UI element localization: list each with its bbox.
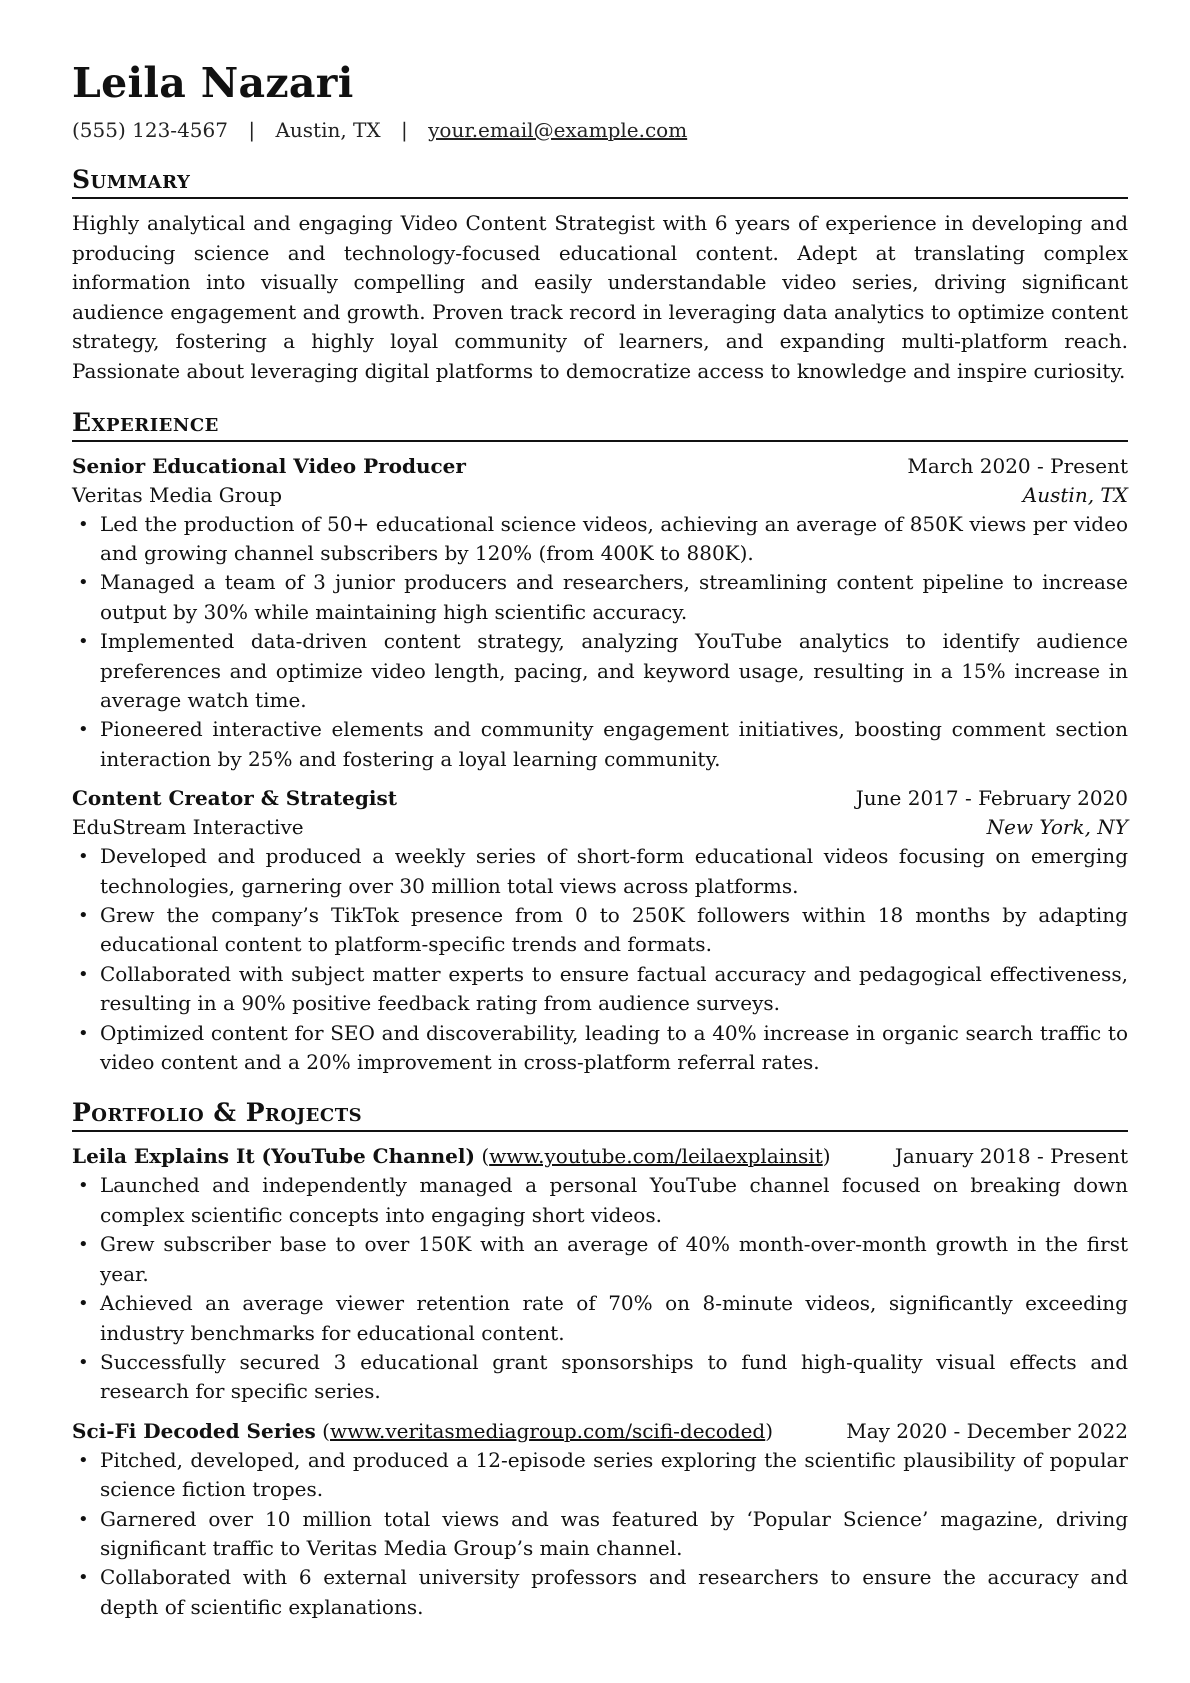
candidate-name: Leila Nazari <box>72 59 354 107</box>
job-location: Austin, TX <box>1022 482 1128 507</box>
job-role: Content Creator & Strategist <box>72 786 397 811</box>
job-header <box>72 452 1128 481</box>
separator: | <box>401 118 408 142</box>
bullet-item: • Implemented data-driven content strategy, analyzing YouTube analytics to identify audience preferences and optimize video length, pacing, and keyword usage, resulting in a 15% increase in average watch time. <box>72 627 1128 715</box>
project-header <box>72 1142 1128 1171</box>
bullet-item: • Garnered over 10 million total views and was featured by ‘Popular Science’ magazine, driving significant traffic to Veritas Media Group’s main channel. <box>72 1505 1128 1564</box>
project-link[interactable]: www.youtube.com/leilaexplainsit <box>489 1144 823 1169</box>
link-paren: ) <box>765 1418 774 1443</box>
bullet-item: • Achieved an average viewer retention rate of 70% on 8-minute videos, significantly exceeding industry benchmarks for educational content. <box>72 1289 1128 1348</box>
section-title-summary: Summary <box>72 166 1128 199</box>
project-header <box>72 1417 1128 1446</box>
project-title-group <box>72 1142 831 1171</box>
project-name: Leila Explains It (YouTube Channel) <box>72 1144 475 1169</box>
project-title-group <box>72 1417 773 1446</box>
project-dates: January 2018 - Present <box>894 1144 1128 1169</box>
job-dates: March 2020 - Present <box>907 453 1128 478</box>
bullet-item: • Pitched, developed, and produced a 12-episode series exploring the scientific plausibility of popular science fiction tropes. <box>72 1446 1128 1505</box>
bullet-item: • Launched and independently managed a personal YouTube channel focused on breaking down complex scientific concepts into engaging short videos. <box>72 1171 1128 1230</box>
job-entry <box>72 784 1128 1077</box>
summary-section <box>72 166 1128 387</box>
job-company: Veritas Media Group <box>72 482 283 507</box>
separator: | <box>248 118 256 142</box>
job-bullets <box>72 842 1128 1077</box>
job-role: Senior Educational Video Producer <box>72 453 466 478</box>
bullet-item: • Pioneered interactive elements and community engagement initiatives, boosting comment section interaction by 25% and fostering a loyal learning community. <box>72 715 1128 774</box>
resume-page <box>72 58 1128 1632</box>
bullet-item: • Collaborated with subject matter experts to ensure factual accuracy and pedagogical effectiveness, resulting in a 90% positive feedback rating from audience surveys. <box>72 960 1128 1019</box>
project-entry <box>72 1142 1128 1406</box>
project-link[interactable]: www.veritasmediagroup.com/scifi-decoded <box>329 1418 766 1443</box>
bullet-item: • Managed a team of 3 junior producers and researchers, streamlining content pipeline to increase output by 30% while maintaining high scientific accuracy. <box>72 568 1128 627</box>
project-name: Sci-Fi Decoded Series <box>72 1418 316 1443</box>
project-bullets <box>72 1171 1128 1406</box>
job-company: EduStream Interactive <box>72 815 304 840</box>
job-header <box>72 784 1128 813</box>
phone-number: (555) 123-4567 <box>72 118 228 142</box>
contact-line <box>72 116 1128 144</box>
summary-text: Highly analytical and engaging Video Content Strategist with 6 years of experience in developing and producing science and technology-focused educational content. Adept at translating complex information into visually compelling and easily understandable video series, driving significant audience engagement and growth. Proven track record in leveraging data analytics to optimize content strategy, fostering a highly loyal community of learners, and expanding multi-platform reach. Passionate about leveraging digital platforms to democratize access to knowledge and inspire curiosity. <box>72 211 1128 383</box>
experience-section <box>72 409 1128 1078</box>
job-location: New York, NY <box>986 815 1128 840</box>
project-entry <box>72 1417 1128 1622</box>
bullet-item: • Collaborated with 6 external university professors and researchers to ensure the accuracy and depth of scientific explanations. <box>72 1563 1128 1622</box>
section-title-projects: Portfolio & Projects <box>72 1099 1128 1132</box>
link-paren: ) <box>822 1144 831 1169</box>
section-title-experience: Experience <box>72 409 1128 442</box>
location: Austin, TX <box>275 118 381 142</box>
bullet-item: • Led the production of 50+ educational science videos, achieving an average of 850K views per video and growing channel subscribers by 120% (from 400K to 880K). <box>72 510 1128 569</box>
bullet-item: • Grew the company’s TikTok presence from 0 to 250K followers within 18 months by adapting educational content to platform-specific trends and formats. <box>72 901 1128 960</box>
job-entry <box>72 452 1128 775</box>
job-subheader <box>72 813 1128 842</box>
projects-section <box>72 1099 1128 1622</box>
project-dates: May 2020 - December 2022 <box>846 1418 1128 1443</box>
bullet-item: • Successfully secured 3 educational grant sponsorships to fund high-quality visual effects and research for specific series. <box>72 1348 1128 1407</box>
link-paren: ( <box>481 1144 490 1169</box>
job-subheader <box>72 481 1128 510</box>
project-bullets <box>72 1446 1128 1622</box>
link-paren: ( <box>322 1418 330 1443</box>
bullet-item: • Optimized content for SEO and discoverability, leading to a 40% increase in organic search traffic to video content and a 20% improvement in cross-platform referral rates. <box>72 1019 1128 1078</box>
email-link[interactable]: your.email@example.com <box>428 118 688 142</box>
job-dates: June 2017 - February 2020 <box>855 786 1128 811</box>
job-bullets <box>72 510 1128 775</box>
bullet-item: • Developed and produced a weekly series of short-form educational videos focusing on emerging technologies, garnering over 30 million total views across platforms. <box>72 842 1128 901</box>
bullet-item: • Grew subscriber base to over 150K with an average of 40% month-over-month growth in the first year. <box>72 1230 1128 1289</box>
